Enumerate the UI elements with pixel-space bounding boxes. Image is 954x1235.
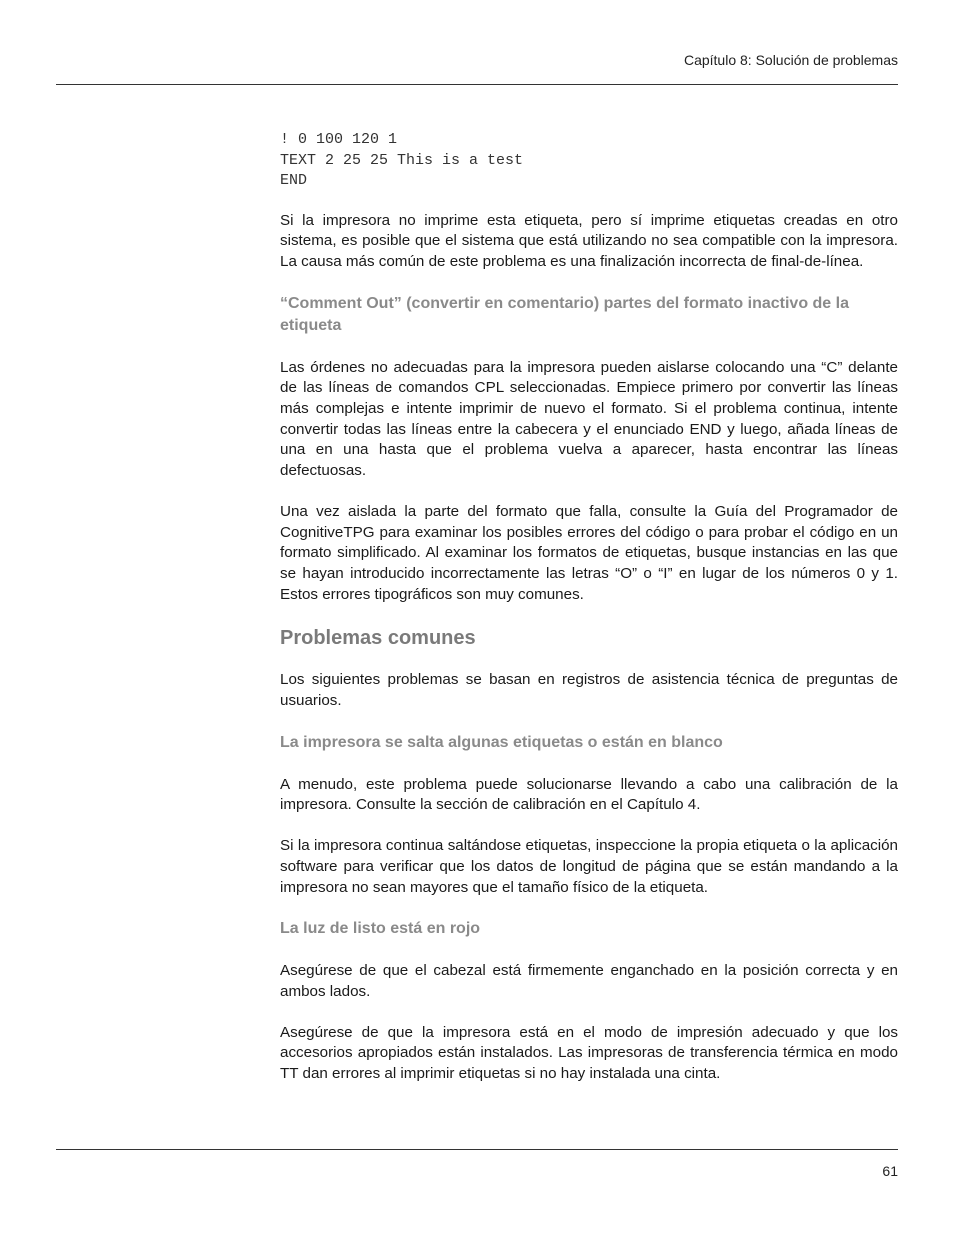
heading-comment-out: “Comment Out” (convertir en comentario) partes del formato inactivo de la etiqueta: [280, 294, 849, 334]
code-line: END: [280, 172, 308, 189]
paragraph-calibration: A menudo, este problema puede solucionarse llevando a cabo una calibración de la impresora. Consulte la sección de calibración en el Capítulo 4.: [280, 775, 898, 814]
header-rule: [56, 84, 898, 85]
paragraph-compatibility: Si la impresora no imprime esta etiqueta, pero sí imprime etiquetas creadas en otro sistema, es posible que el sistema que está utilizando no sea compatible con la impresora. La causa más común de este problema es una finalización incorrecta de final-de-línea.: [280, 211, 898, 270]
paragraph-page-length: Si la impresora continua saltándose etiquetas, inspeccione la propia etiqueta o la aplicación software para verificar que los datos de longitud de página que se están mandando a la impresora no sean mayores que el tamaño físico de la etiqueta.: [280, 837, 898, 896]
code-line: TEXT 2 25 25 This is a test: [280, 151, 524, 169]
footer-rule: [56, 1149, 898, 1150]
paragraph-print-mode: Asegúrese de que la impresora está en el modo de impresión adecuado y que los accesorios apropiados están instalados. Las impresoras de transferencia térmica en modo TT dan errores al imprimir etiquetas si no hay instalada una cinta.: [280, 1023, 898, 1083]
paragraph-programmer-guide: Una vez aislada la parte del formato que falla, consulte la Guía del Programador de CognitiveTPG para examinar los posibles errores del código o para probar el código en un formato simplificado. Al examinar los formatos de etiquetas, busque instancias en las que se hayan introducido incorrectamente las letras “O” o “I” en lugar de los números 0 y 1. Estos errores tipográficos son muy comunes.: [280, 502, 898, 603]
paragraph-printhead: Asegúrese de que el cabezal está firmemente enganchado en la posición correcta y en ambos lados.: [280, 962, 898, 1000]
paragraph-isolate-commands: Las órdenes no adecuadas para la impresora pueden aislarse colocando una “C” delante de las líneas de comandos CPL seleccionadas. Empiece primero por convertir las líneas más complejas e intente imprimir de nuevo el formato. Si el problema continua, intente convertir todas las líneas entre la cabecera y el enunciado END y luego, añada líneas de una en una hasta que el problema vuelva a aparecer, hasta encontrar las líneas defectuosas.: [280, 358, 898, 480]
code-block: [280, 130, 898, 192]
heading-skips-labels: La impresora se salta algunas etiquetas o están en blanco: [280, 733, 723, 751]
paragraph-problemas-intro: Los siguientes problemas se basan en registros de asistencia técnica de preguntas de usuarios.: [280, 671, 898, 710]
page-content: [280, 130, 898, 1105]
code-line: ! 0 100 120 1: [280, 131, 398, 148]
running-head: Capítulo 8: Solución de problemas: [683, 52, 898, 68]
page-number: 61: [882, 1163, 898, 1179]
heading-problemas-comunes: Problemas comunes: [280, 627, 476, 650]
heading-ready-light-red: La luz de listo está en rojo: [280, 920, 481, 938]
